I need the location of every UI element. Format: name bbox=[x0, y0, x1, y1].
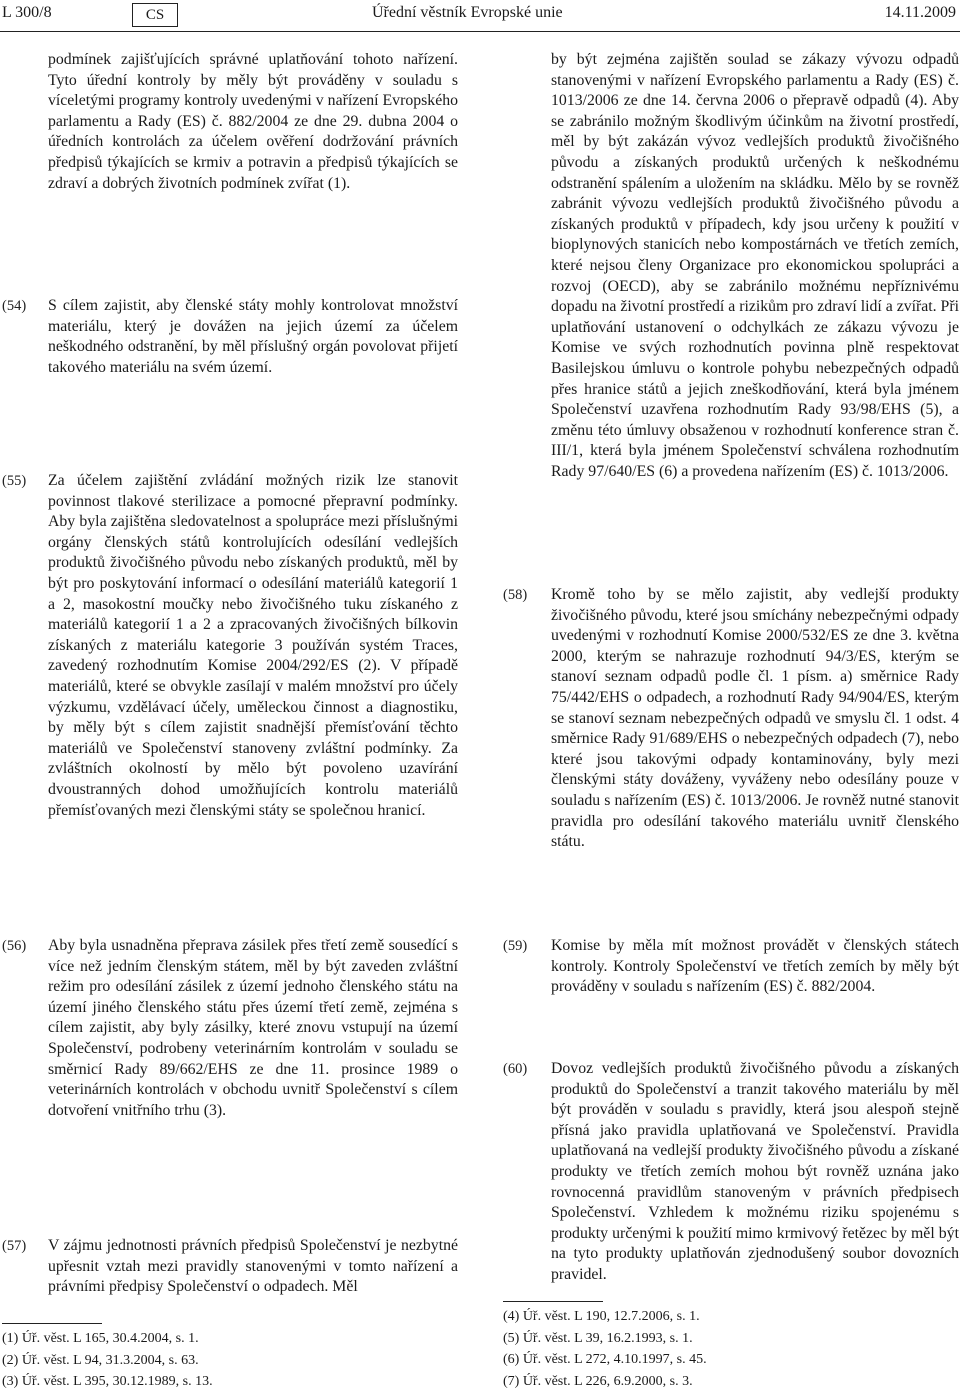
paragraph-number: (60) bbox=[503, 1061, 528, 1077]
footnote-rule bbox=[503, 1301, 603, 1302]
footnote: (1) Úř. věst. L 165, 30.4.2004, s. 1. bbox=[2, 1331, 199, 1346]
recital-paragraph: V zájmu jednotnosti právních předpisů Společenství je nezbytné upřesnit vztah mezi pravidly stanovenými v tomto nařízení a právními předpisy Společenství o odpadech. Měl bbox=[48, 1237, 458, 1296]
page-header bbox=[0, 0, 960, 32]
publication-date: 14.11.2009 bbox=[884, 4, 956, 21]
paragraph-number: (55) bbox=[2, 473, 27, 489]
left-continuation-text: podmínek zajišťujících správné uplatňování tohoto nařízení. Tyto úřední kontroly by měly být prováděny v souladu s víceletými programy kontroly uvedenými v nařízení Evropského parlamentu a Rady (ES) č. 882/2004 ze dne 29. dubna 2004 o úředních kontrolách za účelem ověření dodržování právních předpisů týkajících se krmiv a potravin a předpisů týkajících se zdraví a dobrých životních podmínek zvířat (1). bbox=[48, 51, 458, 192]
language-badge: CS bbox=[132, 3, 178, 27]
footnotes-right bbox=[503, 1306, 707, 1392]
recital-paragraph: Aby byla usnadněna přeprava zásilek přes třetí země sousedící s více než jedním členským státem, měl by být zaveden zvláštní režim pro odesílání zásilek z území jednoho členského státu na území jiného členského státu přes území třetí země, zejména s cílem zajistit, aby byly zásilky, které znovu vstupují na území Společenství, podrobeny veterinárním kontrolám v souladu se směrnicí Rady 89/662/EHS ze dne 11. prosince 1989 o veterinárních kontrolách v obchodu uvnitř Společenství s cílem dotvoření vnitřního trhu (3). bbox=[48, 937, 458, 1119]
journal-title: Úřední věstník Evropské unie bbox=[372, 4, 563, 21]
recital-paragraph: Dovoz vedlejších produktů živočišného původu a získaných produktů do Společenství a tranzit takového materiálu by měl být prováděn v souladu s pravidly, která jsou alespoň stejně přísná jako pravidla uplatňovaná ve Společenství. Pravidla uplatňovaná na vedlejší produkty živočišného původu a získané produkty ve třetích zemích mohou být rovněž uznána jako rovnocenná pravidlům stanoveným v právních předpisech Společenství. Vzhledem k možnému riziku spojenému s produkty určenými k použití mimo krmivový řetězec by měl být na tyto produkty uplatňován zjednodušený soubor dovozních pravidel. bbox=[551, 1060, 959, 1283]
footnote: (3) Úř. věst. L 395, 30.12.1989, s. 13. bbox=[2, 1374, 213, 1389]
paragraph-number: (57) bbox=[2, 1238, 27, 1254]
header-rule bbox=[0, 31, 960, 32]
recital-paragraph: Kromě toho by se mělo zajistit, aby vedlejší produkty živočišného původu, které jsou smíchány nebezpečnými odpady uvedenými v rozhodnutí Komise 2000/532/ES ze dne 3. května 2000, kterým se nahrazuje rozhodnutí 94/3/ES, kterým se stanoví seznam odpadů podle čl. 1 písm. a) směrnice Rady 75/442/EHS o odpadech, a rozhodnutí Rady 94/904/ES, kterým se stanoví seznam nebezpečných odpadů ve smyslu čl. 1 odst. 4 směrnice Rady 91/689/EHS o nebezpečných odpadech (7), nebo které jsou takovými odpady kontaminovány, byly mezi členskými státy dováženy, vyváženy nebo odesílány pouze v souladu s nařízením (ES) č. 1013/2006. Je rovněž nutné stanovit pravidla pro odesílání takového materiálu uvnitř členského státu. bbox=[551, 586, 959, 851]
paragraph-number: (58) bbox=[503, 587, 528, 603]
page-reference: L 300/8 bbox=[2, 4, 52, 21]
paragraph-number: (54) bbox=[2, 298, 27, 314]
recital-paragraph: Komise by měla mít možnost provádět v členských státech kontroly. Kontroly Společenství ve třetích zemích by měly být prováděny v souladu s nařízením (ES) č. 882/2004. bbox=[551, 937, 959, 996]
paragraph-number: (59) bbox=[503, 938, 528, 954]
recital-paragraph: S cílem zajistit, aby členské státy mohly kontrolovat množství materiálu, který je dovážen na jejich území za účelem neškodného odstranění, by měl příslušný orgán povolovat přijetí takového materiálu na svém území. bbox=[48, 297, 458, 376]
footnote: (7) Úř. věst. L 226, 6.9.2000, s. 3. bbox=[503, 1373, 693, 1389]
footnote: (5) Úř. věst. L 39, 16.2.1993, s. 1. bbox=[503, 1330, 693, 1346]
footnote-rule bbox=[2, 1323, 102, 1324]
footnote: (4) Úř. věst. L 190, 12.7.2006, s. 1. bbox=[503, 1309, 700, 1324]
footnotes-left bbox=[2, 1328, 213, 1393]
right-continuation-text: by být zejména zajištěn soulad se zákazy vývozu odpadů stanovenými v nařízení Evropského parlamentu a Rady (ES) č. 1013/2006 ze dne 14. června 2006 o přepravě odpadů (4). Aby se zabránilo možným škodlivým účinkům na životní prostředí, měl by být zakázán vývoz vedlejších produktů živočišného původu a získaných produktů určených k neškodnému odstranění spálením a uložením na skládku. Mělo by se rovněž zabránit vývozu vedlejších produktů živočišného původu a získaných produktů v případech, kdy jsou určeny k použití v bioplynových stanicích nebo kompostárnách ve třetích zemích, které nejsou členy Organizace pro ekonomickou spolupráci a rozvoj (OECD), aby se zabránilo možnému nepříznivému dopadu na životní prostředí a rizikům pro zdraví lidí a zvířat. Při uplatňování ustanovení o odchylkách ze zákazu vývozu je Komise ve svých rozhodnutích povinna plně respektovat Basilejskou úmluvu o kontrole pohybu nebezpečných odpadů přes hranice států a jejich zneškodňování, která byla jménem Společenství uzavřena rozhodnutím Rady 93/98/EHS (5), a změnu této úmluvy obsaženou v rozhodnutí konference stran č. III/1, která byla jménem Společenství schválena rozhodnutím Rady 97/640/ES (6) a provedena nařízením (ES) č. 1013/2006. bbox=[551, 51, 959, 480]
recital-paragraph: Za účelem zajištění zvládání možných rizik lze stanovit povinnost tlakové sterilizace a pomocné přepravní podmínky. Aby byla zajištěna sledovatelnost a spolupráce mezi příslušnými orgány členských států kontrolujících odesílání vedlejších produktů živočišného původu nebo získaných produktů, měl by být pro poskytování informací o odesílání materiálů kategorií 1 a 2, masokostní moučky nebo živočišného tuku získaného z materiálů kategorií 1 a 2 a zpracovaných živočišných bílkovin získaných z materiálu kategorie 3 používán systém Traces, zavedený rozhodnutím Komise 2004/292/ES (2). V případě materiálů, které se obvykle zasílají v malém množství pro účely výzkumu, vzdělávací účely, uměleckou činnost a diagnostiku, by měly být s cílem zajistit snadnější přemísťování těchto materiálů ve Společenství stanoveny zvláštní podmínky. Za zvláštních okolností by mělo být povoleno uzavírání dvoustranných dohod umožňujících kontrolu materiálů přemísťovaných mezi členskými státy se společnou hranicí. bbox=[48, 472, 458, 819]
footnote: (2) Úř. věst. L 94, 31.3.2004, s. 63. bbox=[2, 1352, 199, 1368]
footnote: (6) Úř. věst. L 272, 4.10.1997, s. 45. bbox=[503, 1352, 707, 1367]
paragraph-number: (56) bbox=[2, 938, 27, 954]
